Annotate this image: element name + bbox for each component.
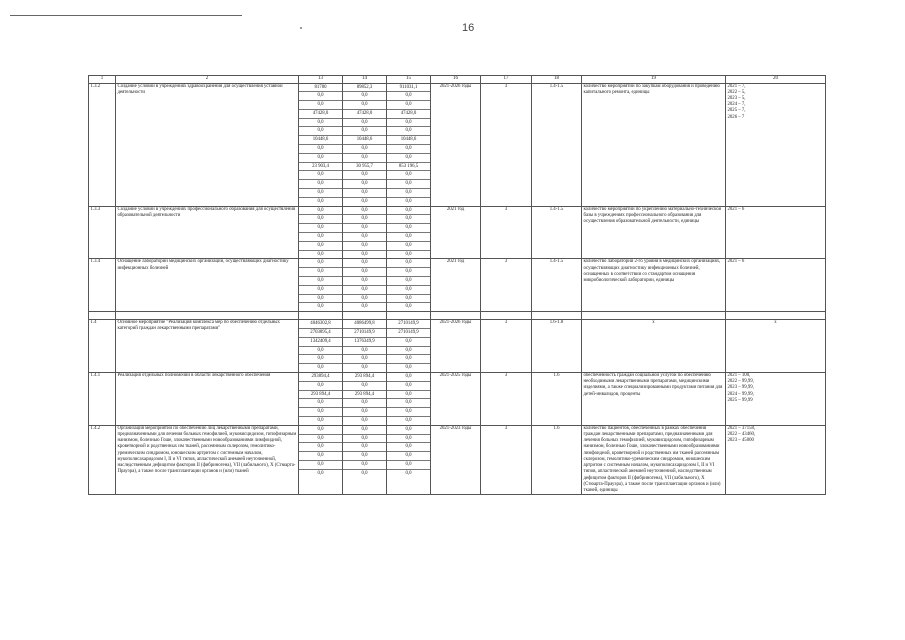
- amounts-col-13: [299, 373, 343, 426]
- target-year-value: 2021 – 6: [727, 206, 745, 212]
- period-cell: 2021-2026 годы: [431, 83, 481, 206]
- amount-value: 853 196,5: [387, 163, 430, 172]
- target-year-value: 2023 – 45000: [727, 438, 754, 444]
- amount-value: 0,0: [343, 355, 386, 364]
- amount-value: 0,0: [387, 224, 430, 233]
- empty-cell: [387, 312, 431, 320]
- amount-value: 0,0: [299, 207, 342, 216]
- target-year-value: 2022 – 43460,: [727, 432, 756, 438]
- amount-value: 293894,4: [299, 373, 342, 382]
- amount-value: 0,0: [317, 417, 324, 423]
- activity-title: Основное мероприятие "Реализация комплекса мер по обеспечению отдельных категорий граждан лекарственными препаратами": [116, 320, 299, 373]
- amount-value: 0,0: [343, 426, 386, 435]
- period-cell: 2021-2026 годы: [431, 320, 481, 373]
- amount-value: 0,0: [299, 355, 342, 364]
- amount-value: 47428,0: [343, 110, 386, 119]
- target-year-value: 2021 – 6: [727, 259, 745, 265]
- target-year-value: 2021 – 7,: [727, 83, 746, 89]
- target-year-value: 2023 – 99,99,: [727, 385, 754, 391]
- activity-title: Организация мероприятий по обеспечению лиц лекарственными препаратами, предназначенными для лечения больных гемофилией, муковисцидозом, гипофизарным нанизмом, болезнью Гоше, злокачественными новообразованиями лимфоидной, кроветворной и родственных им тканей, рассеянным склерозом, гемолитико-уремическим синдромом, юношеским артритом с системным началом, мукополисахаридозом I, II и VI типов, апластической анемией неуточненной, наследственным дефицитом факторов II (фибриногена), VII (лабильного), X (Стюарта-Прауэра), а также после трансплантации органов и (или) тканей: [116, 425, 299, 495]
- period-cell: 2021 год: [431, 259, 481, 312]
- row-id: 1.3.2: [89, 83, 116, 206]
- amount-value: 0,0: [299, 382, 342, 391]
- amount-value: 0,0: [299, 224, 342, 233]
- amount-value: 0,0: [343, 233, 386, 242]
- amounts-col-13: [299, 259, 343, 312]
- amount-value: 0,0: [343, 92, 386, 101]
- row-id: 1.4.1: [89, 373, 116, 426]
- amount-value: 2710149,9: [343, 329, 386, 338]
- table-row: [89, 206, 826, 259]
- table-row: [89, 259, 826, 312]
- amount-value: 0,0: [299, 119, 342, 128]
- amount-value: 0,0: [405, 365, 412, 371]
- amount-value: 0,0: [299, 215, 342, 224]
- target-year-value: 2021 – 100,: [727, 373, 751, 378]
- amount-value: 47428,0: [387, 110, 430, 119]
- col-18-cell: 1.6: [532, 425, 582, 495]
- amount-value: 0,0: [299, 286, 342, 295]
- amounts-col-14: [343, 206, 387, 259]
- col-18-cell: 1.4-1.5: [532, 206, 582, 259]
- top-rule: [10, 15, 242, 16]
- empty-cell: [116, 312, 299, 320]
- amount-value: 0,0: [343, 259, 386, 268]
- col-17-cell: 3: [481, 425, 532, 495]
- target-values-cell: [726, 373, 826, 426]
- row-id: 1.3.3: [89, 206, 116, 259]
- amount-value: 0,0: [387, 101, 430, 110]
- target-year-value: 2026 – 7: [727, 114, 745, 120]
- empty-cell: [89, 312, 116, 320]
- separator-row: [89, 312, 826, 320]
- target-year-value: 2024 – 7,: [727, 102, 746, 108]
- header-cell: 1: [89, 76, 116, 84]
- amount-value: 0,0: [299, 268, 342, 277]
- target-year-value: 2025 – 99,99: [727, 397, 753, 403]
- amount-value: 0,0: [387, 408, 430, 417]
- amount-value: 0,0: [387, 145, 430, 154]
- amount-value: 2710149,9: [387, 320, 430, 329]
- amounts-col-15: [387, 373, 431, 426]
- amount-value: 0,0: [387, 171, 430, 180]
- amount-value: 0,0: [387, 452, 430, 461]
- amount-value: 0,0: [387, 233, 430, 242]
- amount-value: 0,0: [387, 435, 430, 444]
- amount-value: 0,0: [387, 242, 430, 251]
- amount-value: 10448,6: [299, 136, 342, 145]
- amount-value: 0,0: [343, 180, 386, 189]
- amount-value: 2703895,4: [299, 329, 342, 338]
- amounts-col-14: [343, 425, 387, 495]
- empty-cell: [726, 312, 826, 320]
- amount-value: 293 894,4: [343, 391, 386, 400]
- target-year-value: 2022 – 99,99,: [727, 379, 754, 385]
- target-year-value: 2025 – 7,: [727, 108, 746, 114]
- activity-title: Создание условий в учреждениях профессионального образования для осуществления образовательной деятельности: [116, 206, 299, 259]
- amounts-col-14: [343, 83, 387, 206]
- amount-value: 0,0: [299, 426, 342, 435]
- target-year-value: x: [774, 320, 777, 326]
- indicator-cell: количество мероприятий по закупкам оборудования и проведению капитального ремонта, единицы: [582, 83, 726, 206]
- indicator-cell: количество мероприятий по укреплению материально-технической базы в учреждениях профессионального образования для осуществления образовательной деятельности, единицы: [582, 206, 726, 259]
- header-cell: 19: [582, 76, 726, 84]
- amount-value: 0,0: [299, 295, 342, 304]
- scan-mark: [300, 27, 302, 29]
- amount-value: 0,0: [343, 145, 386, 154]
- amount-value: 0,0: [299, 145, 342, 154]
- amount-value: 4086499,8: [343, 320, 386, 329]
- col-17-cell: 3: [481, 320, 532, 373]
- amounts-col-13: [299, 320, 343, 373]
- amount-value: 0,0: [343, 215, 386, 224]
- target-year-value: 2023 – 5,: [727, 95, 746, 101]
- amount-value: 0,0: [343, 154, 386, 163]
- amount-value: 0,0: [343, 399, 386, 408]
- amount-value: 0,0: [299, 180, 342, 189]
- amount-value: 0,0: [343, 295, 386, 304]
- table-row: [89, 373, 826, 426]
- amount-value: 0,0: [343, 101, 386, 110]
- amount-value: 0,0: [343, 277, 386, 286]
- amount-value: 0,0: [387, 277, 430, 286]
- amounts-col-13: [299, 83, 343, 206]
- amount-value: 0,0: [299, 154, 342, 163]
- amount-value: 47428,0: [299, 110, 342, 119]
- amount-value: 0,0: [343, 408, 386, 417]
- amount-value: 0,0: [299, 399, 342, 408]
- amount-value: 0,0: [317, 251, 324, 257]
- amount-value: 0,0: [299, 242, 342, 251]
- activity-title: Оснащение лабораторий медицинских организаций, осуществляющих диагностику инфекционных болезней: [116, 259, 299, 312]
- amounts-col-14: [343, 320, 387, 373]
- amount-value: 0,0: [299, 347, 342, 356]
- header-cell: 20: [726, 76, 826, 84]
- amount-value: 0,0: [387, 355, 430, 364]
- amount-value: 0,0: [299, 408, 342, 417]
- amount-value: 0,0: [387, 373, 430, 382]
- amount-value: 0,0: [387, 426, 430, 435]
- amount-value: 0,0: [343, 127, 386, 136]
- period-cell: 2021-2025 годы: [431, 373, 481, 426]
- period-cell: 2021-2023 годы: [431, 425, 481, 495]
- empty-cell: [481, 312, 532, 320]
- col-17-cell: 3: [481, 373, 532, 426]
- amount-value: 293 894,4: [299, 391, 342, 400]
- table-row: [89, 320, 826, 373]
- amount-value: 4046302,8: [299, 320, 342, 329]
- amount-value: 0,0: [317, 198, 324, 204]
- target-values-cell: [726, 83, 826, 206]
- activity-title: Создание условий в учреждениях здравоохранения для осуществления уставной деятельности: [116, 83, 299, 206]
- target-year-value: 2021 – 37158,: [727, 425, 756, 431]
- row-id: 1.3.4: [89, 259, 116, 312]
- amount-value: 0,0: [405, 417, 412, 423]
- target-values-cell: [726, 206, 826, 259]
- header-cell: 2: [116, 76, 299, 84]
- amount-value: 0,0: [387, 259, 430, 268]
- header-row: [89, 76, 826, 84]
- amount-value: 0,0: [361, 365, 368, 371]
- amount-value: 30 955,7: [343, 163, 386, 172]
- amount-value: 0,0: [387, 154, 430, 163]
- target-values-cell: [726, 259, 826, 312]
- amount-value: 0,0: [299, 435, 342, 444]
- col-17-cell: 3: [481, 206, 532, 259]
- amount-value: 0,0: [343, 435, 386, 444]
- amount-value: 81780: [299, 84, 342, 93]
- amount-value: 89852,3: [343, 84, 386, 93]
- amount-value: 0,0: [343, 347, 386, 356]
- amounts-col-15: [387, 206, 431, 259]
- amount-value: 0,0: [387, 347, 430, 356]
- amount-value: 293 894,4: [343, 373, 386, 382]
- indicator-cell: обеспеченность граждан социальной услугой по обеспечению необходимыми лекарственными препаратами, медицинскими изделиями, а также специализированными продуктами питания для детей-инвалидов, проценты: [582, 373, 726, 426]
- amount-value: 0,0: [387, 338, 430, 347]
- amount-value: 0,0: [343, 452, 386, 461]
- empty-cell: [582, 312, 726, 320]
- header-cell: 13: [299, 76, 343, 84]
- amounts-col-13: [299, 425, 343, 495]
- amount-value: 0,0: [299, 233, 342, 242]
- amount-value: 0,0: [343, 224, 386, 233]
- header-cell: 18: [532, 76, 582, 84]
- amount-value: 0,0: [343, 207, 386, 216]
- amount-value: 0,0: [343, 286, 386, 295]
- col-18-cell: 1.6-1.8: [532, 320, 582, 373]
- amount-value: 0,0: [299, 189, 342, 198]
- amounts-col-15: [387, 259, 431, 312]
- amount-value: 0,0: [387, 180, 430, 189]
- target-values-cell: [726, 320, 826, 373]
- table-row: [89, 83, 826, 206]
- col-17-cell: 3: [481, 83, 532, 206]
- target-values-cell: [726, 425, 826, 495]
- empty-cell: [343, 312, 387, 320]
- amounts-col-13: [299, 206, 343, 259]
- amount-value: 0,0: [299, 92, 342, 101]
- amount-value: 1342409,4: [299, 338, 342, 347]
- amount-value: 0,0: [387, 189, 430, 198]
- amount-value: 0,0: [387, 127, 430, 136]
- amount-value: 2710149,9: [387, 329, 430, 338]
- amount-value: 0,0: [405, 304, 412, 310]
- amount-value: 0,0: [343, 189, 386, 198]
- amount-value: 0,0: [343, 242, 386, 251]
- amount-value: 0,0: [405, 251, 412, 257]
- amount-value: 0,0: [405, 198, 412, 204]
- indicator-cell: x: [582, 320, 726, 373]
- target-year-value: 2024 – 99,99,: [727, 391, 754, 397]
- amount-value: 0,0: [387, 295, 430, 304]
- amount-value: 0,0: [361, 198, 368, 204]
- page-number: 16: [462, 22, 475, 34]
- amount-value: 0,0: [387, 207, 430, 216]
- amount-value: 0,0: [361, 304, 368, 310]
- amount-value: 1376349,9: [343, 338, 386, 347]
- amount-value: 0,0: [343, 119, 386, 128]
- amount-value: 0,0: [387, 268, 430, 277]
- col-18-cell: 1.4-1.5: [532, 259, 582, 312]
- amount-value: 23 903,4: [299, 163, 342, 172]
- amounts-col-15: [387, 83, 431, 206]
- amount-value: 0,0: [387, 461, 430, 470]
- amount-value: 0,0: [387, 391, 430, 400]
- indicator-cell: количество пациентов, обеспеченных в рамках обеспечения граждан лекарственными препаратами, предназначенными для лечения больных гемофилией, муковисцидозом, гипофизарным нанизмом, болезнью Гоше, злокачественными новообразованиями лимфоидной, кроветворной и родственных им тканей рассеянным склерозом, гемолитико-уремическим синдромом, юношеским артритом с системным началом, мукополисахаридозом I, II и VI типов, апластической анемией неуточненной, наследственным дефицитом факторов II (фибриногена), VII (лабильного), X (Стюарта-Прауэра), а также после трансплантации органов и (или) тканей, единицы: [582, 425, 726, 495]
- table-body: [89, 76, 826, 495]
- amount-value: 0,0: [387, 286, 430, 295]
- col-18-cell: 1.6: [532, 373, 582, 426]
- col-18-cell: 1.4-1.5: [532, 83, 582, 206]
- amount-value: 0,0: [317, 304, 324, 310]
- period-cell: 2021 год: [431, 206, 481, 259]
- amount-value: 0,0: [299, 127, 342, 136]
- amounts-col-14: [343, 373, 387, 426]
- amount-value: 0,0: [299, 443, 342, 452]
- amount-value: 0,0: [343, 268, 386, 277]
- amount-value: 0,0: [361, 251, 368, 257]
- amount-value: 0,0: [343, 461, 386, 470]
- amount-value: 0,0: [387, 399, 430, 408]
- amount-value: 0,0: [387, 215, 430, 224]
- empty-cell: [532, 312, 582, 320]
- target-year-value: 2022 – 5,: [727, 89, 746, 95]
- amount-value: 0,0: [299, 101, 342, 110]
- amount-value: 0,0: [299, 461, 342, 470]
- amounts-col-14: [343, 259, 387, 312]
- header-cell: 14: [343, 76, 387, 84]
- amount-value: 0,0: [387, 443, 430, 452]
- empty-cell: [299, 312, 343, 320]
- amount-value: 0,0: [317, 470, 324, 476]
- amount-value: 10448,6: [343, 136, 386, 145]
- amount-value: 911031,1: [387, 84, 430, 93]
- amount-value: 0,0: [299, 452, 342, 461]
- amounts-col-15: [387, 425, 431, 495]
- amount-value: 0,0: [299, 259, 342, 268]
- header-cell: 17: [481, 76, 532, 84]
- amount-value: 0,0: [317, 365, 324, 371]
- amount-value: 0,0: [361, 417, 368, 423]
- indicator-cell: количество лабораторий 2-го уровня в медицинских организациях, осуществляющих диагностику инфекционных болезней, оснащенных в соответствии со стандартом оснащения микробиологической лаборатории, единицы: [582, 259, 726, 312]
- table-row: [89, 425, 826, 495]
- row-id: 1.4: [89, 320, 116, 373]
- amount-value: 0,0: [343, 171, 386, 180]
- col-17-cell: 3: [481, 259, 532, 312]
- amount-value: 0,0: [299, 277, 342, 286]
- header-cell: 15: [387, 76, 431, 84]
- program-table: [88, 75, 826, 495]
- amounts-col-15: [387, 320, 431, 373]
- amount-value: 0,0: [361, 470, 368, 476]
- amount-value: 0,0: [387, 119, 430, 128]
- header-cell: 16: [431, 76, 481, 84]
- row-id: 1.4.2: [89, 425, 116, 495]
- empty-cell: [431, 312, 481, 320]
- amount-value: 10448,6: [387, 136, 430, 145]
- amount-value: 0,0: [405, 470, 412, 476]
- activity-title: Реализация отдельных полномочий в области лекарственного обеспечения: [116, 373, 299, 426]
- amount-value: 0,0: [387, 92, 430, 101]
- amount-value: 0,0: [343, 443, 386, 452]
- amount-value: 0,0: [299, 171, 342, 180]
- amount-value: 0,0: [387, 382, 430, 391]
- amount-value: 0,0: [343, 382, 386, 391]
